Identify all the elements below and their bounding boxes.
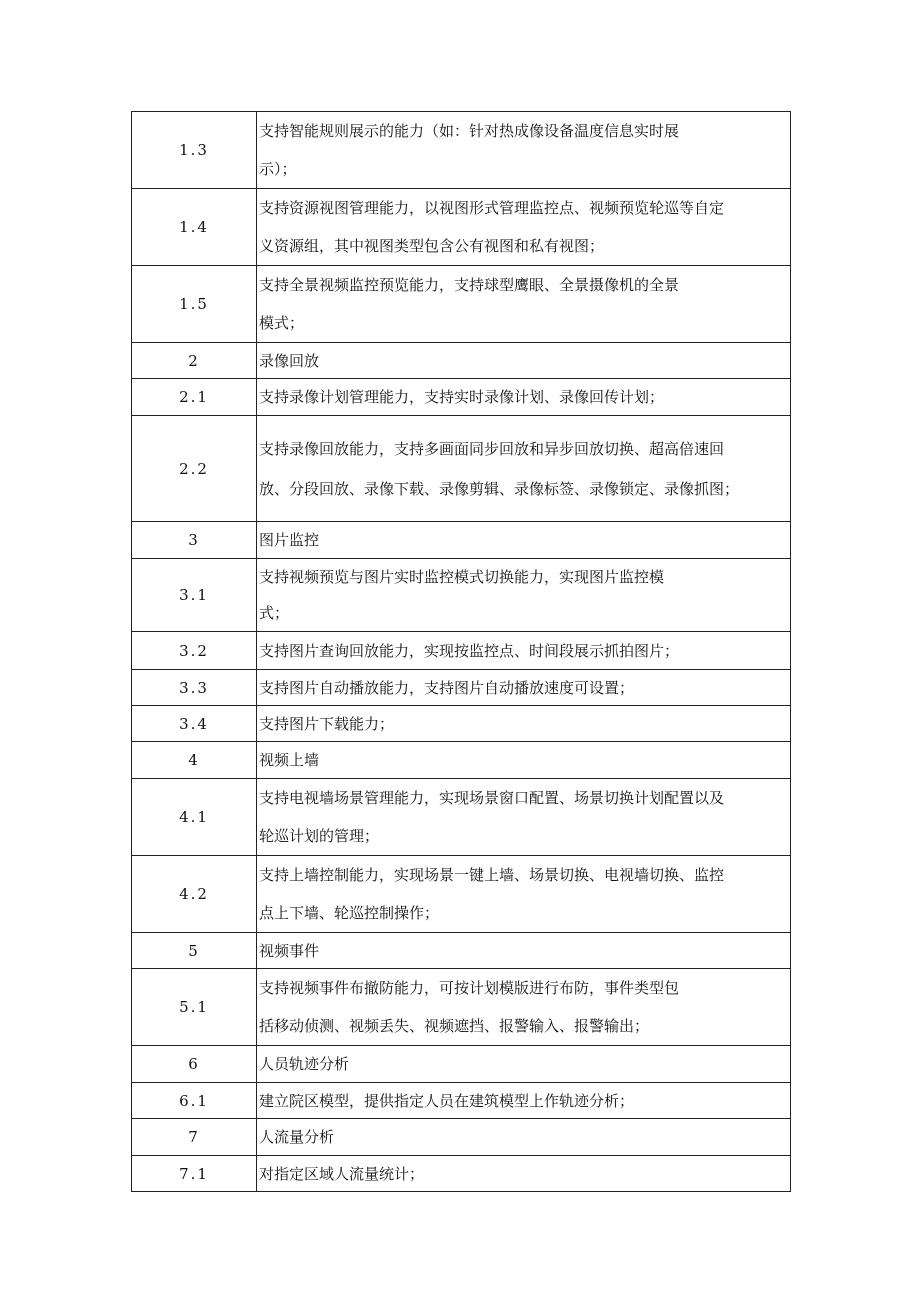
item-number: 6.1 [132,1083,257,1119]
description-line: 示）； [259,160,297,178]
table-row [132,1156,791,1192]
table-row [132,1046,791,1083]
table-row [132,856,791,933]
item-description [257,266,791,343]
description-line: 点上下墙、轮巡控制操作； [259,904,440,922]
description-line: 支持上墙控制能力，实现场景一键上墙、场景切换、电视墙切换、监控 [259,866,725,884]
item-number: 1.5 [132,266,257,343]
spec-table [131,111,791,1192]
description-line: 支持图片查询回放能力，实现按监控点、时间段展示抓拍图片； [259,641,680,660]
item-description [257,1119,791,1156]
description-line: 义资源组，其中视图类型包含公有视图和私有视图； [259,237,605,255]
table-row [132,416,791,522]
table-row [132,706,791,742]
item-number: 2.2 [132,416,257,522]
table-row [132,112,791,189]
table-row [132,969,791,1046]
item-description [257,379,791,416]
item-description [257,1046,791,1083]
item-number: 5.1 [132,969,257,1046]
item-number: 3.4 [132,706,257,742]
table-row [132,742,791,779]
item-description [257,632,791,670]
description-line: 支持录像回放能力，支持多画面同步回放和异步回放切换、超高倍速回 [259,439,725,458]
table-row [132,1083,791,1119]
item-number: 7 [132,1119,257,1156]
item-description [257,189,791,266]
description-line: 建立院区模型，提供指定人员在建筑模型上作轨迹分析； [259,1091,635,1110]
table-row [132,779,791,856]
description-line: 放、分段回放、录像下载、录像剪辑、录像标签、录像锁定、录像抓图； [259,479,740,498]
table-row [132,933,791,969]
description-line: 支持录像计划管理能力，支持实时录像计划、录像回传计划； [259,388,665,406]
item-number: 1.3 [132,112,257,189]
description-line: 视频事件 [259,941,320,960]
item-number: 4.2 [132,856,257,933]
table-row [132,1119,791,1156]
item-number: 7.1 [132,1156,257,1192]
item-description [257,933,791,969]
item-description [257,969,791,1046]
description-line: 人员轨迹分析 [259,1055,350,1073]
item-description [257,559,791,632]
description-line: 模式； [259,314,305,332]
item-description [257,1156,791,1192]
item-number: 4.1 [132,779,257,856]
description-line: 支持电视墙场景管理能力，实现场景窗口配置、场景切换计划配置以及 [259,789,725,807]
item-description [257,1083,791,1119]
description-line: 支持图片下载能力； [259,714,395,733]
description-line: 支持智能规则展示的能力（如：针对热成像设备温度信息实时展 [259,122,680,140]
table-row [132,670,791,706]
item-description [257,343,791,379]
table-row [132,379,791,416]
item-number: 2 [132,343,257,379]
item-number: 3.3 [132,670,257,706]
table-row [132,522,791,559]
item-description [257,112,791,189]
table-row [132,189,791,266]
description-line: 式； [259,604,290,622]
item-number: 2.1 [132,379,257,416]
description-line: 图片监控 [259,531,320,549]
item-description [257,670,791,706]
item-number: 5 [132,933,257,969]
description-line: 对指定区域人流量统计； [259,1164,425,1183]
item-number: 3.2 [132,632,257,670]
item-number: 1.4 [132,189,257,266]
item-number: 6 [132,1046,257,1083]
description-line: 轮巡计划的管理； [259,827,380,845]
item-number: 3 [132,522,257,559]
table-row [132,266,791,343]
item-description [257,706,791,742]
item-description [257,856,791,933]
item-description [257,522,791,559]
item-description [257,416,791,522]
description-line: 录像回放 [259,351,320,370]
description-line: 人流量分析 [259,1128,335,1146]
description-line: 括移动侦测、视频丢失、视频遮挡、报警输入、报警输出； [259,1017,650,1035]
description-line: 支持资源视图管理能力，以视图形式管理监控点、视频预览轮巡等自定 [259,199,725,217]
table-row [132,632,791,670]
item-number: 4 [132,742,257,779]
description-line: 支持视频事件布撤防能力，可按计划模版进行布防，事件类型包 [259,979,680,997]
description-line: 视频上墙 [259,751,320,769]
item-description [257,742,791,779]
description-line: 支持图片自动播放能力，支持图片自动播放速度可设置； [259,678,635,697]
table-row [132,343,791,379]
item-number: 3.1 [132,559,257,632]
table-row [132,559,791,632]
description-line: 支持全景视频监控预览能力，支持球型鹰眼、全景摄像机的全景 [259,276,680,294]
item-description [257,779,791,856]
description-line: 支持视频预览与图片实时监控模式切换能力，实现图片监控模 [259,568,665,586]
